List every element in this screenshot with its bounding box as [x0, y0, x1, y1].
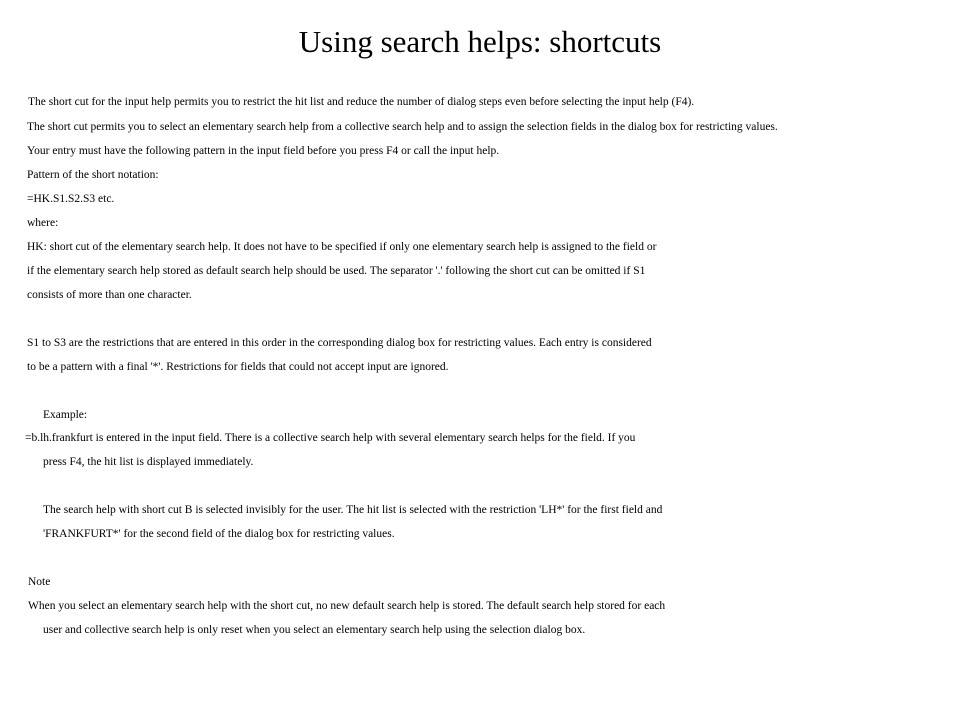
example-label: Example: — [43, 409, 88, 421]
note-label: Note — [28, 576, 51, 588]
hk-definition-line-3: consists of more than one character. — [27, 289, 192, 301]
note-line-1: When you select an elementary search help with the short cut, no new default search help is stored. The default search help stored for each — [28, 600, 666, 612]
restrictions-line-2: to be a pattern with a final '*'. Restrictions for fields that could not accept input are ignored. — [27, 361, 449, 373]
note-line-2: user and collective search help is only reset when you select an elementary search help using the selection dialog box. — [43, 624, 586, 636]
restrictions-line-1: S1 to S3 are the restrictions that are entered in this order in the corresponding dialog box for restricting values. Each entry is considered — [27, 337, 652, 349]
pattern-label: Pattern of the short notation: — [27, 169, 159, 181]
hk-definition-line-1: HK: short cut of the elementary search help. It does not have to be specified if only one elementary search help is assigned to the field or — [27, 241, 657, 253]
hk-definition-line-2: if the elementary search help stored as default search help should be used. The separator '.' following the short cut can be omitted if S1 — [27, 265, 646, 277]
page-title: Using search helps: shortcuts — [298, 24, 662, 59]
where-label: where: — [27, 217, 59, 229]
paragraph-pattern-line: Your entry must have the following pattern in the input field before you press F4 or call the input help. — [27, 145, 500, 157]
paragraph-purpose-line: The short cut permits you to select an elementary search help from a collective search help and to assign the selection fields in the dialog box for restricting values. — [27, 121, 778, 133]
example-explanation-line-1: The search help with short cut B is selected invisibly for the user. The hit list is selected with the restriction 'LH*' for the first field and — [43, 504, 663, 516]
example-line-1: =b.lh.frankfurt is entered in the input field. There is a collective search help with several elementary search helps for the field. If you — [25, 432, 636, 444]
example-explanation-line-2: 'FRANKFURT*' for the second field of the dialog box for restricting values. — [43, 528, 395, 540]
example-line-2: press F4, the hit list is displayed immediately. — [43, 456, 254, 468]
paragraph-intro-line: The short cut for the input help permits you to restrict the hit list and reduce the number of dialog steps even before selecting the input help (F4). — [28, 96, 695, 108]
pattern-notation: =HK.S1.S2.S3 etc. — [27, 193, 115, 205]
